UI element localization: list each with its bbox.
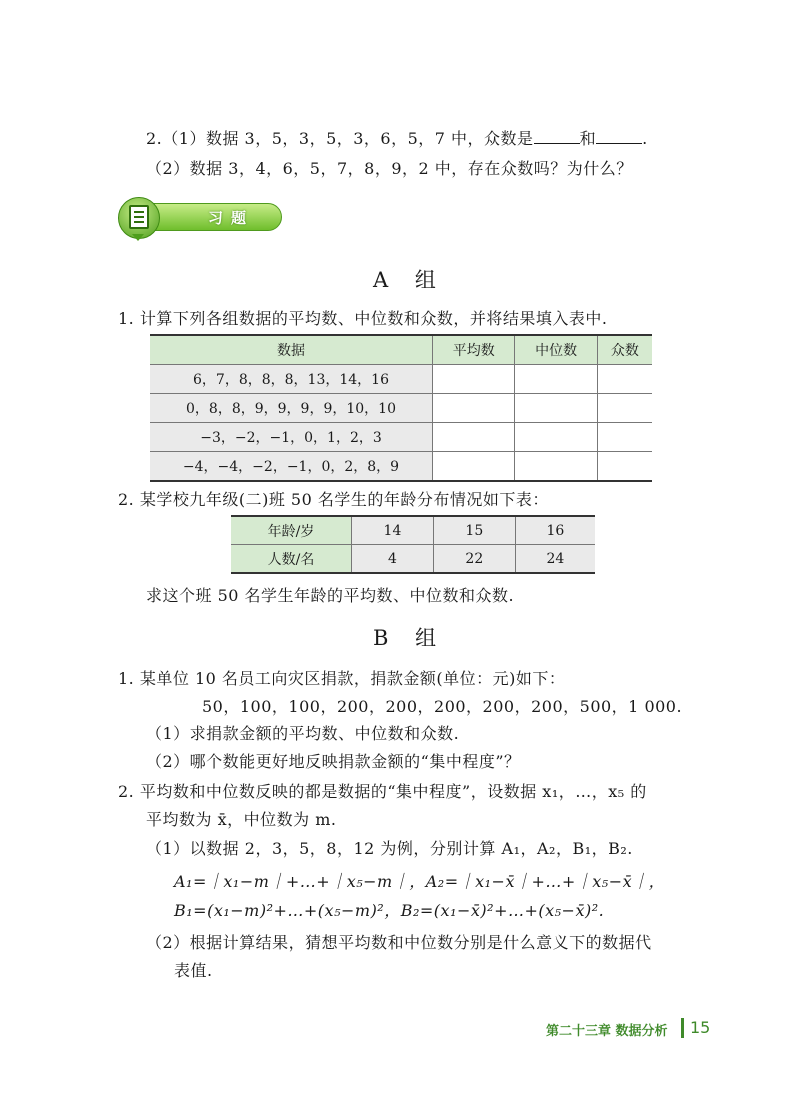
notebook-icon xyxy=(129,205,149,229)
median-answer-cell[interactable] xyxy=(515,452,597,482)
formula-a: A₁=｜x₁−m｜+…+｜x₅−m｜，A₂=｜x₁−x̄｜+…+｜x₅−x̄｜， xyxy=(174,872,666,891)
table-row xyxy=(150,423,652,452)
count-value: 4 xyxy=(352,545,434,574)
exercise-2-part-1 xyxy=(146,126,648,149)
exercise-2-part-2: （2）数据 3，4，6，5，7，8，9，2 中，存在众数吗？为什么？ xyxy=(146,159,633,178)
data-cell: −4，−4，−2，−1，0，2，8，9 xyxy=(150,452,433,482)
group-b-question-1: 1. 某单位 10 名员工向灾区捐款，捐款金额(单位：元)如下： xyxy=(118,669,566,688)
table-header-row xyxy=(150,335,652,365)
count-value: 24 xyxy=(515,545,595,574)
group-b-question-2-part-1: （1）以数据 2，3，5，8，12 为例，分别计算 A₁，A₂，B₁，B₂. xyxy=(146,839,633,858)
stats-table xyxy=(150,334,652,482)
count-value: 22 xyxy=(433,545,515,574)
mode-answer-cell[interactable] xyxy=(597,365,652,394)
table-row xyxy=(150,394,652,423)
mode-answer-cell[interactable] xyxy=(597,452,652,482)
age-label: 年龄/岁 xyxy=(231,516,352,545)
table-row xyxy=(150,452,652,482)
banner-label: 习题 xyxy=(208,209,255,227)
exercise-2-part-1-text: 2.（1）数据 3，5，3，5，3，6，5，7 中，众数是 xyxy=(146,129,534,148)
answer-blank-1[interactable] xyxy=(534,129,580,144)
group-b-question-1-part-1: （1）求捐款金额的平均数、中位数和众数. xyxy=(146,724,460,743)
header-median: 中位数 xyxy=(515,335,597,365)
mean-answer-cell[interactable] xyxy=(433,394,515,423)
exercise-2-end: . xyxy=(642,129,648,148)
group-a-question-2: 2. 某学校九年级(二)班 50 名学生的年龄分布情况如下表： xyxy=(118,490,549,509)
exercise-2-and: 和 xyxy=(579,129,597,148)
page-number: 15 xyxy=(690,1018,711,1037)
median-answer-cell[interactable] xyxy=(515,423,597,452)
header-mode: 众数 xyxy=(597,335,652,365)
group-b-question-2-part-2-line-1: （2）根据计算结果，猜想平均数和中位数分别是什么意义下的数据代 xyxy=(146,933,652,952)
exercises-banner xyxy=(118,197,282,237)
age-value: 16 xyxy=(515,516,595,545)
mean-answer-cell[interactable] xyxy=(433,423,515,452)
age-value: 15 xyxy=(433,516,515,545)
answer-blank-2[interactable] xyxy=(596,129,642,144)
group-b-title: B 组 xyxy=(373,626,447,650)
median-answer-cell[interactable] xyxy=(515,365,597,394)
age-table xyxy=(231,515,595,574)
footer-divider xyxy=(681,1018,684,1038)
data-cell: 6，7，8，8，8，13，14，16 xyxy=(150,365,433,394)
group-a-question-2-ask: 求这个班 50 名学生年龄的平均数、中位数和众数. xyxy=(146,586,515,605)
age-row xyxy=(231,516,595,545)
header-data: 数据 xyxy=(150,335,433,365)
group-b-question-2-line-2: 平均数为 x̄，中位数为 m. xyxy=(146,810,337,829)
group-a-question-1: 1. 计算下列各组数据的平均数、中位数和众数，并将结果填入表中. xyxy=(118,309,608,328)
banner-arrow-icon xyxy=(132,234,144,241)
data-cell: 0，8，8，9，9，9，9，10，10 xyxy=(150,394,433,423)
mode-answer-cell[interactable] xyxy=(597,394,652,423)
mean-answer-cell[interactable] xyxy=(433,365,515,394)
group-b-question-1-part-2: （2）哪个数能更好地反映捐款金额的“集中程度”？ xyxy=(146,752,521,771)
count-label: 人数/名 xyxy=(231,545,352,574)
mean-answer-cell[interactable] xyxy=(433,452,515,482)
group-b-question-2-part-2-line-2: 表值. xyxy=(174,961,213,980)
group-a-title: A 组 xyxy=(373,268,446,292)
formula-b: B₁=(x₁−m)²+…+(x₅−m)²，B₂=(x₁−x̄)²+…+(x₅−x̄)². xyxy=(174,901,605,920)
median-answer-cell[interactable] xyxy=(515,394,597,423)
mode-answer-cell[interactable] xyxy=(597,423,652,452)
header-mean: 平均数 xyxy=(433,335,515,365)
donation-data: 50，100，100，200，200，200，200，200，500，1 000. xyxy=(202,697,683,716)
count-row xyxy=(231,545,595,574)
data-cell: −3，−2，−1，0，1，2，3 xyxy=(150,423,433,452)
chapter-title: 第二十三章 数据分析 xyxy=(546,1024,668,1039)
age-value: 14 xyxy=(352,516,434,545)
group-b-question-2-line-1: 2. 平均数和中位数反映的都是数据的“集中程度”，设数据 x₁，…，x₅ 的 xyxy=(118,782,647,801)
table-row xyxy=(150,365,652,394)
